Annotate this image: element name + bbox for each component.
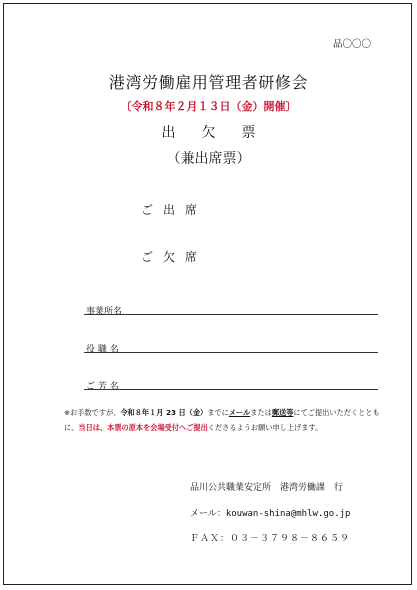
notice-text-4: にてご提出いただくとともに、 [64, 408, 380, 432]
item-number: 品〇〇〇 [332, 39, 371, 50]
notice-text-3: または [250, 408, 272, 417]
contact-office: 品川公共職業安定所 港湾労働課 行 [190, 483, 344, 493]
notice-text-1: ※お手数ですが、 [64, 408, 121, 417]
notice-deadline: 令和８年１月 23 日（金） [120, 408, 208, 417]
name-label: ご 芳 名 [86, 382, 119, 392]
event-date: 〔令和８年２月１３日（金）開催〕 [120, 100, 297, 113]
notice-highlight: 当日は、本票の原本を会場受付へご提出 [78, 423, 208, 432]
form-subheading: （兼出席票） [166, 151, 251, 167]
absent-option[interactable]: ご欠席 [141, 250, 208, 264]
attend-option[interactable]: ご出席 [141, 203, 208, 217]
office-name-field[interactable] [84, 314, 378, 315]
notice-text-2: までに [207, 408, 229, 417]
submission-notice [64, 405, 384, 435]
office-name-label: 事業所名 [86, 307, 123, 317]
contact-fax: ＦＡＸ：０３－３７９８－８６５９ [190, 534, 351, 544]
job-title-label: 役 職 名 [86, 345, 119, 355]
notice-post: 郵送等 [271, 408, 294, 417]
notice-mail: メール [228, 408, 251, 417]
notice-text-5: くださるようお願い申し上げます。 [207, 423, 323, 432]
contact-mail: メール：kouwan-shina@mhlw.go.jp [190, 509, 351, 519]
form-heading: 出欠票 [161, 125, 282, 141]
name-field[interactable] [84, 389, 378, 390]
event-title: 港湾労働雇用管理者研修会 [108, 73, 309, 92]
job-title-field[interactable] [84, 352, 378, 353]
